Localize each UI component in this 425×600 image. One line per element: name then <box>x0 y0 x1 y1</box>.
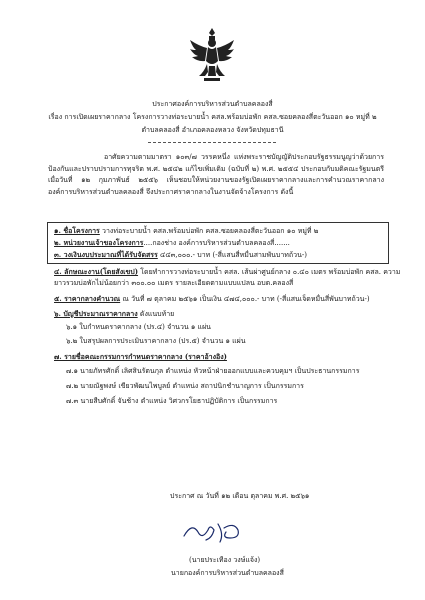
item-3-text: ๔๔๓,๐๐๐.- บาท (-สี่แสนสี่หมื่นสามพันบาทถ้วน-) <box>157 251 307 259</box>
announcement-org-title: ประกาศองค์การบริหารส่วนตำบลคลองสี่ <box>152 100 273 108</box>
announcement-subject: เรื่อง การเปิดเผยราคากลาง โครงการวางท่อระบายน้ำ คสล.พร้อมบ่อพัก คสล.ซอยคลองสี่ตะวันออก ๑๐ หมู่ที่ ๒ <box>48 113 377 121</box>
item-2-text: ....กองช่าง องค์การบริหารส่วนตำบลคลองสี่....... <box>143 239 290 247</box>
item-7 <box>54 352 227 362</box>
intro-paragraph: อาศัยความตามมาตรา ๑๐๓/๗ วรรคหนึ่ง แห่งพระราชบัญญัติประกอบรัฐธรรมนูญว่าด้วยการป้องกันและปราบปรามการทุจริต พ.ศ. ๒๕๔๒ แก้ไขเพิ่มเติม (ฉบับที่ ๒) พ.ศ. ๒๕๕๔ ประกอบกับมติคณะรัฐมนตรีเมื่อวันที่ ๑๒ กุมภาพันธ์ ๒๕๕๖ เห็นชอบให้หน่วยงานของรัฐเปิดเผยราคากลางและการคำนวณราคากลาง องค์การบริหารส่วนตำบลคลองสี่ จึงประกาศราคากลางในงานจัดจ้างโครงการ ดังนี้ <box>48 153 384 196</box>
item-3 <box>54 250 307 260</box>
item-2-label: ๒. หน่วยงานเจ้าของโครงการ <box>54 238 144 247</box>
item-1-label: ๑. ชื่อโครงการ <box>54 226 100 235</box>
item-4-text: โดยทำการวางท่อระบายน้ำ คสล. เส้นผ่าศูนย์กลาง ๐.๔๐ เมตร พร้อมบ่อพัก คสล. ความ <box>138 268 401 276</box>
item-4 <box>54 267 400 277</box>
divider <box>148 142 276 143</box>
signer-name: (นายประเทือง วงษ์แจ้ง) <box>189 556 261 564</box>
announcement-subject-location: ตำบลคลองสี่ อำเภอคลองหลวง จังหวัดปทุมธานี <box>141 126 284 134</box>
item-4-label: ๔. ลักษณะงาน(โดยสังเขป) <box>54 267 139 276</box>
signer-position: นายกองค์การบริหารส่วนตำบลคลองสี่ <box>171 569 284 577</box>
item-6 <box>54 309 174 319</box>
item-4-continued: ยาวรวมบ่อพักไม่น้อยกว่า ๓๐๐.๐๐ เมตร รายละเอียดตามแบบแปลน อบต.คลองสี่ <box>54 279 294 287</box>
item-6-label: ๖. บัญชีประมาณราคากลาง <box>54 309 138 318</box>
item-5-label: ๕. ราคากลางคำนวณ <box>54 294 121 303</box>
garuda-emblem-icon <box>188 26 236 84</box>
item-7-3: ๗.๓ นายสืบศักดิ์ จันช้าง ตำแหน่ง วิศวกรโยธาปฏิบัติการ เป็นกรรมการ <box>66 397 278 405</box>
item-5-text: ณ วันที่ ๗ ตุลาคม ๒๕๖๑ เป็นเงิน ๔๗๔,๐๐๐.- บาท (-สี่แสนเจ็ดหมื่นสี่พันบาทถ้วน-) <box>120 295 370 303</box>
announcement-date: ประกาศ ณ วันที่ ๑๒ เดือน ตุลาคม พ.ศ. ๒๕๖๑ <box>170 492 310 500</box>
item-7-label: ๗. รายชื่อคณะกรรมการกำหนดราคากลาง (ราคาอ้างอิง) <box>54 352 227 361</box>
item-5 <box>54 294 370 304</box>
item-3-label: ๓. วงเงินงบประมาณที่ได้รับจัดสรร <box>54 250 158 259</box>
item-7-2: ๗.๒ นายณัฐพงษ์ เขียวพัฒนไพบูลย์ ตำแหน่ง สถาปนิกชำนาญการ เป็นกรรมการ <box>66 382 304 390</box>
signature-icon <box>178 518 258 548</box>
item-6-2: ๖.๒ ใบสรุปผลการประเมินราคากลาง (ปร.๕) จำนวน ๑ แผ่น <box>66 337 246 345</box>
item-7-1: ๗.๑ นายภัทรศักดิ์ เลิศสินรัตนกุล ตำแหน่ง หัวหน้าฝ่ายออกแบบและควบคุมฯ เป็นประธานกรรมการ <box>66 367 360 375</box>
item-6-1: ๖.๑ ใบกำหนดราคากลาง (ปร.๔) จำนวน ๑ แผ่น <box>66 323 211 331</box>
item-1 <box>54 226 318 236</box>
item-1-text: วางท่อระบายน้ำ คสล.พร้อมบ่อพัก คสล.ซอยคลองสี่ตะวันออก ๑๐ หมู่ที่ ๒ <box>99 227 319 235</box>
item-6-text: ดังแนบท้าย <box>137 310 175 318</box>
item-2 <box>54 238 290 248</box>
